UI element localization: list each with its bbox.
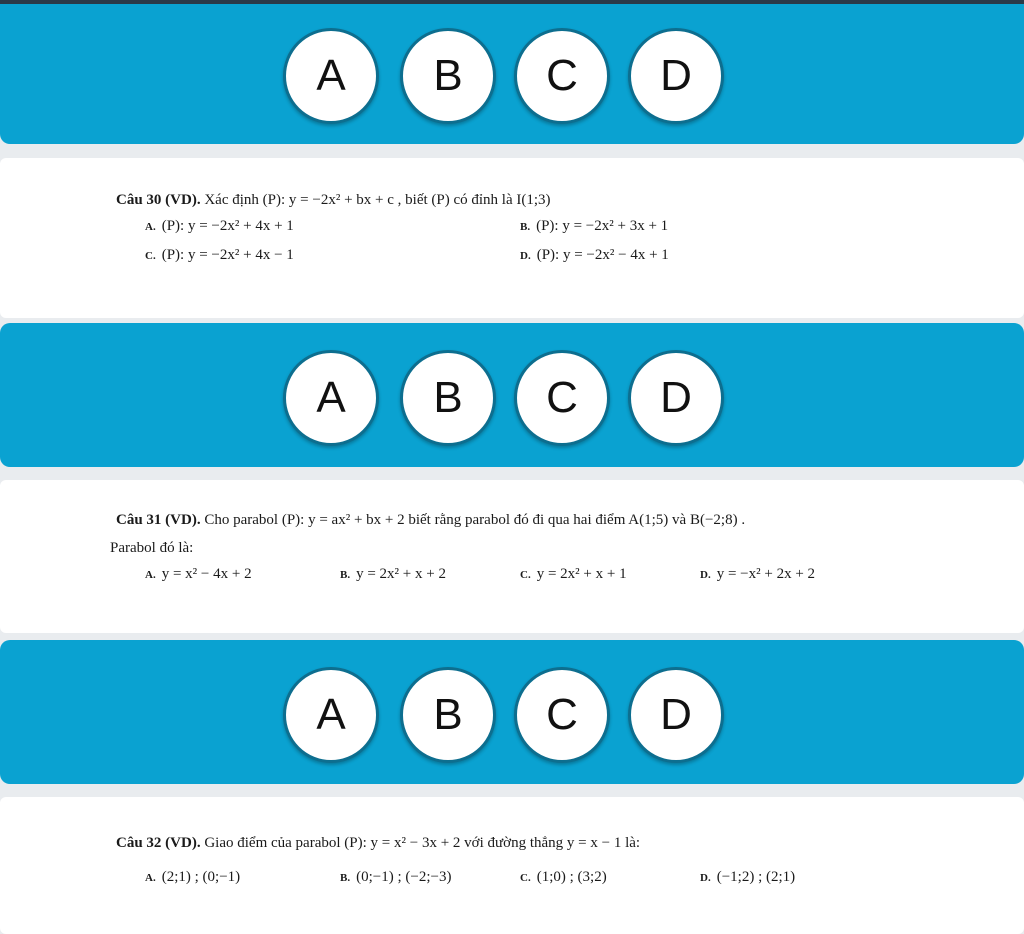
option-label: B. — [520, 221, 531, 233]
question-32-text — [116, 835, 640, 852]
option-31-a — [145, 566, 252, 583]
option-label: C. — [520, 569, 531, 581]
question-card-30 — [0, 158, 1024, 318]
question-32-number: Câu 32 (VD). — [116, 835, 201, 851]
option-label: D. — [700, 872, 711, 884]
option-text: y = x² − 4x + 2 — [161, 566, 252, 582]
option-32-d — [700, 869, 795, 886]
option-31-b — [340, 566, 446, 583]
answer-c-button[interactable]: C — [514, 28, 610, 124]
question-31-body: Cho parabol (P): y = ax² + bx + 2 biết rằng parabol đó đi qua hai điểm A(1;5) và B(−2;8) . — [204, 512, 746, 528]
option-text: y = 2x² + x + 1 — [536, 566, 627, 582]
answer-choices-2 — [283, 323, 743, 467]
question-32-body: Giao điểm của parabol (P): y = x² − 3x + 2 với đường thẳng y = x − 1 là: — [204, 835, 641, 851]
answer-a-button[interactable]: A — [283, 667, 379, 763]
option-label: B. — [340, 569, 351, 581]
option-31-d — [700, 566, 815, 583]
option-32-a — [145, 869, 240, 886]
answer-d-button[interactable]: D — [628, 28, 724, 124]
option-label: C. — [145, 250, 156, 262]
option-text: (1;0) ; (3;2) — [536, 869, 607, 885]
option-label: D. — [520, 250, 531, 262]
option-label: A. — [145, 569, 156, 581]
answer-b-button[interactable]: B — [400, 350, 496, 446]
answer-c-button[interactable]: C — [514, 350, 610, 446]
question-30-text — [116, 192, 551, 209]
question-30-body: Xác định (P): y = −2x² + bx + c , biết (P) có đỉnh là I(1;3) — [204, 192, 551, 208]
option-label: B. — [340, 872, 351, 884]
question-card-31 — [0, 480, 1024, 633]
option-label: D. — [700, 569, 711, 581]
option-32-c — [520, 869, 607, 886]
answer-band-1 — [0, 4, 1024, 144]
option-text: (P): y = −2x² + 3x + 1 — [536, 218, 669, 234]
answer-c-button[interactable]: C — [514, 667, 610, 763]
answer-choices-3 — [283, 640, 743, 784]
option-30-a — [145, 218, 294, 235]
question-31-text-line2: Parabol đó là: — [110, 540, 194, 556]
answer-band-2 — [0, 323, 1024, 467]
answer-d-button[interactable]: D — [628, 667, 724, 763]
option-text: (P): y = −2x² + 4x − 1 — [161, 247, 294, 263]
answer-a-button[interactable]: A — [283, 350, 379, 446]
question-30-number: Câu 30 (VD). — [116, 192, 201, 208]
answer-choices-1 — [283, 4, 743, 144]
option-30-c — [145, 247, 294, 264]
answer-a-button[interactable]: A — [283, 28, 379, 124]
option-text: (P): y = −2x² + 4x + 1 — [161, 218, 294, 234]
answer-d-button[interactable]: D — [628, 350, 724, 446]
answer-b-button[interactable]: B — [400, 667, 496, 763]
option-text: (P): y = −2x² − 4x + 1 — [536, 247, 669, 263]
option-text: y = 2x² + x + 2 — [356, 566, 446, 582]
option-text: (−1;2) ; (2;1) — [716, 869, 796, 885]
option-text: (0;−1) ; (−2;−3) — [356, 869, 452, 885]
option-text: y = −x² + 2x + 2 — [716, 566, 816, 582]
answer-b-button[interactable]: B — [400, 28, 496, 124]
option-text: (2;1) ; (0;−1) — [161, 869, 241, 885]
question-31-number: Câu 31 (VD). — [116, 512, 201, 528]
option-30-b — [520, 218, 668, 235]
answer-band-3 — [0, 640, 1024, 784]
option-label: A. — [145, 872, 156, 884]
option-30-d — [520, 247, 669, 264]
option-label: C. — [520, 872, 531, 884]
question-31-text — [116, 512, 745, 529]
option-32-b — [340, 869, 451, 886]
option-label: A. — [145, 221, 156, 233]
question-card-32 — [0, 797, 1024, 934]
option-31-c — [520, 566, 627, 583]
